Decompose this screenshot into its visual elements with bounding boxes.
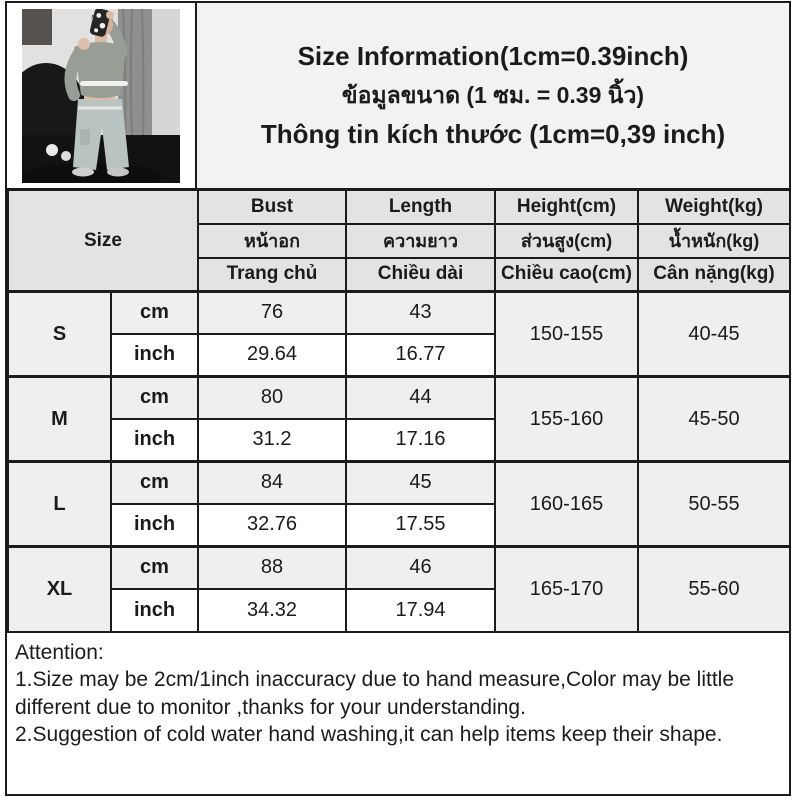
- length-inch-l: 17.55: [346, 504, 495, 547]
- title-vietnamese: Thông tin kích thước (1cm=0,39 inch): [260, 119, 726, 149]
- unit-label-inch: inch: [111, 589, 198, 632]
- length-inch-xl: 17.94: [346, 589, 495, 632]
- table-row-s-cm: [8, 292, 790, 334]
- unit-label-cm: cm: [111, 462, 198, 504]
- weight-range-s: 40-45: [638, 292, 790, 377]
- attention-note-2: 2.Suggestion of cold water hand washing,it can help items keep their shape.: [15, 723, 723, 746]
- col-header-height-th: ส่วนสูง(cm): [495, 224, 638, 258]
- unit-label-cm: cm: [111, 547, 198, 589]
- bust-inch-s: 29.64: [198, 334, 346, 377]
- height-range-m: 155-160: [495, 377, 638, 462]
- col-header-weight-en: Weight(kg): [638, 190, 790, 224]
- height-range-xl: 165-170: [495, 547, 638, 632]
- table-row-xl-cm: [8, 547, 790, 589]
- length-inch-s: 16.77: [346, 334, 495, 377]
- size-cell-m: M: [8, 377, 111, 462]
- bust-inch-xl: 34.32: [198, 589, 346, 632]
- bust-inch-l: 32.76: [198, 504, 346, 547]
- col-header-height-vi: Chiều cao(cm): [495, 258, 638, 292]
- bust-inch-m: 31.2: [198, 419, 346, 462]
- length-cm-m: 44: [346, 377, 495, 419]
- col-header-weight-vi: Cân nặng(kg): [638, 258, 790, 292]
- mirror-selfie-illustration: [22, 9, 180, 183]
- bust-cm-s: 76: [198, 292, 346, 334]
- length-cm-l: 45: [346, 462, 495, 504]
- weight-range-xl: 55-60: [638, 547, 790, 632]
- title-english: Size Information(1cm=0.39inch): [297, 41, 689, 71]
- size-chart-sheet: [5, 1, 791, 796]
- size-cell-s: S: [8, 292, 111, 377]
- unit-label-inch: inch: [111, 504, 198, 547]
- table-row-l-cm: [8, 462, 790, 504]
- top-section: [7, 3, 789, 188]
- size-cell-xl: XL: [8, 547, 111, 632]
- unit-label-inch: inch: [111, 419, 198, 462]
- title-thai: ข้อมูลขนาด (1 ซม. = 0.39 นิ้ว): [341, 82, 645, 108]
- col-header-height-en: Height(cm): [495, 190, 638, 224]
- height-range-s: 150-155: [495, 292, 638, 377]
- bust-cm-l: 84: [198, 462, 346, 504]
- table-row-m-cm: [8, 377, 790, 419]
- weight-range-l: 50-55: [638, 462, 790, 547]
- col-header-weight-th: น้ำหนัก(kg): [638, 224, 790, 258]
- col-header-bust-vi: Trang chủ: [198, 258, 346, 292]
- length-cm-xl: 46: [346, 547, 495, 589]
- col-header-length-vi: Chiều dài: [346, 258, 495, 292]
- size-table: [7, 188, 791, 633]
- weight-range-m: 45-50: [638, 377, 790, 462]
- size-cell-l: L: [8, 462, 111, 547]
- product-photo: [22, 9, 180, 183]
- col-header-bust-en: Bust: [198, 190, 346, 224]
- unit-label-cm: cm: [111, 377, 198, 419]
- height-range-l: 160-165: [495, 462, 638, 547]
- size-header-cell: Size: [8, 190, 198, 292]
- col-header-length-en: Length: [346, 190, 495, 224]
- unit-label-cm: cm: [111, 292, 198, 334]
- unit-label-inch: inch: [111, 334, 198, 377]
- bust-cm-m: 80: [198, 377, 346, 419]
- attention-heading: Attention:: [15, 640, 104, 664]
- length-inch-m: 17.16: [346, 419, 495, 462]
- header-row-english: [8, 190, 790, 224]
- attention-note-1: 1.Size may be 2cm/1inch inaccuracy due to hand measure,Color may be little different due to monitor ,thanks for your understanding.: [15, 668, 735, 719]
- product-photo-cell: [7, 3, 195, 188]
- col-header-bust-th: หน้าอก: [198, 224, 346, 258]
- col-header-length-th: ความยาว: [346, 224, 495, 258]
- bust-cm-xl: 88: [198, 547, 346, 589]
- length-cm-s: 43: [346, 292, 495, 334]
- attention-section: [7, 633, 789, 795]
- size-info-title-panel: [195, 3, 789, 188]
